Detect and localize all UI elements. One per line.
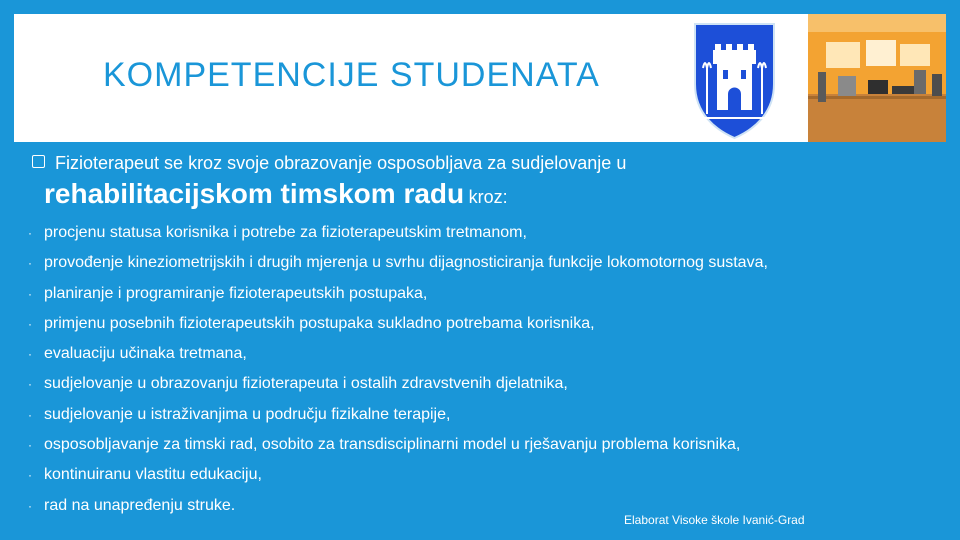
page-title: KOMPETENCIJE STUDENATA bbox=[103, 56, 600, 94]
footer-caption: Elaborat Visoke škole Ivanić-Grad bbox=[624, 513, 805, 527]
list-item: · sudjelovanje u obrazovanju fizioterapeuta i ostalih zdravstvenih djelatnika, bbox=[28, 373, 928, 403]
bullet-icon: · bbox=[28, 468, 32, 483]
bullet-icon: · bbox=[28, 256, 32, 271]
list-item: · provođenje kineziometrijskih i drugih mjerenja u svrhu dijagnosticiranja funkcije lokomotornog sustava, bbox=[28, 252, 928, 282]
list-item: · planiranje i programiranje fizioterapeutskih postupaka, bbox=[28, 283, 928, 313]
intro-emphasis: rehabilitacijskom timskom radu bbox=[44, 178, 465, 209]
bullet-icon: · bbox=[28, 407, 32, 422]
list-item: · osposobljavanje za timski rad, osobito za transdisciplinarni model u rješavanju problema korisnika, bbox=[28, 434, 928, 464]
bullet-icon: · bbox=[28, 438, 32, 453]
bullet-icon: · bbox=[28, 498, 32, 513]
bullet-icon: · bbox=[28, 226, 32, 240]
list-item: · evaluaciju učinaka tretmana, bbox=[28, 343, 928, 373]
bullet-icon: · bbox=[28, 286, 32, 301]
list-item: · sudjelovanje u istraživanjima u području fizikalne terapije, bbox=[28, 404, 928, 434]
bullet-icon: · bbox=[28, 377, 32, 392]
checkbox-bullet-icon bbox=[32, 155, 45, 168]
competency-list bbox=[28, 222, 928, 525]
list-item: · procjenu statusa korisnika i potrebe za fizioterapeutskim tretmanom, bbox=[28, 222, 928, 252]
intro-line-1 bbox=[32, 152, 932, 174]
list-item: · primjenu posebnih fizioterapeutskih postupaka sukladno potrebama korisnika, bbox=[28, 313, 928, 343]
list-item: · rad na unapređenju struke. bbox=[28, 495, 928, 525]
crest-icon bbox=[693, 22, 776, 140]
bullet-icon: · bbox=[28, 347, 32, 362]
intro-text: Fizioterapeut se kroz svoje obrazovanje osposobljava za sudjelovanje u bbox=[55, 153, 627, 173]
gym-photo bbox=[808, 14, 946, 142]
list-item: · kontinuiranu vlastitu edukaciju, bbox=[28, 464, 928, 494]
bullet-icon: · bbox=[28, 316, 32, 331]
intro-line-2 bbox=[44, 178, 508, 210]
intro-suffix: kroz: bbox=[468, 187, 508, 207]
